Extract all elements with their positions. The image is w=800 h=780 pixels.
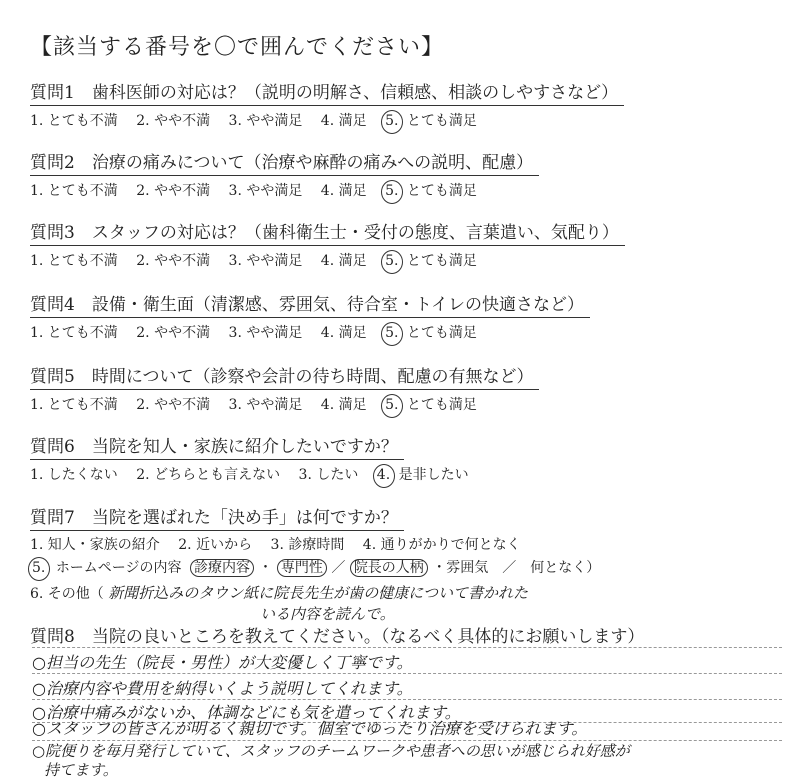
- question-2-heading: 質問2 治療の痛みについて（治療や麻酔の痛みへの説明、配慮）: [30, 148, 539, 176]
- option-1[interactable]: 1. とても不満: [30, 183, 118, 199]
- question-8: [30, 622, 790, 649]
- choice-shinryo-naiyo[interactable]: 診療内容: [190, 559, 254, 577]
- option-5-circled[interactable]: 5.: [385, 397, 399, 413]
- option-6-label: 6. その他（: [30, 586, 104, 602]
- question-6-options: [30, 464, 790, 484]
- option-3[interactable]: 3. やや満足: [228, 325, 303, 341]
- option-5-label: とても満足: [406, 253, 477, 269]
- option-4-label: 是非したい: [398, 467, 469, 483]
- option-5-circled[interactable]: 5.: [385, 325, 399, 341]
- question-7-line-4: [30, 603, 790, 624]
- answer-line-6[interactable]: 持てます。: [44, 761, 118, 779]
- option-3[interactable]: 3. したい: [298, 467, 359, 483]
- question-1-options: [30, 110, 790, 130]
- question-7-heading: 質問7 当院を選ばれた「決め手」は何ですか？: [30, 503, 404, 531]
- option-3[interactable]: 3. やや満足: [228, 397, 303, 413]
- option-4[interactable]: 4. 満足: [320, 325, 367, 341]
- option-2[interactable]: 2. やや不満: [136, 325, 211, 341]
- question-6: [30, 432, 790, 484]
- question-3-heading: 質問3 スタッフの対応は？（歯科衛生士・受付の態度、言葉遣い、気配り）: [30, 218, 625, 246]
- separator-slash: ／: [331, 560, 346, 576]
- option-2[interactable]: 2. やや不満: [136, 253, 211, 269]
- question-5: [30, 362, 790, 414]
- question-4-options: [30, 322, 790, 342]
- question-4: [30, 290, 790, 342]
- option-5-label: とても満足: [406, 183, 477, 199]
- question-7-line-1: [30, 534, 790, 554]
- option-1[interactable]: 1. 知人・家族の紹介: [30, 537, 160, 553]
- question-6-heading: 質問6 当院を知人・家族に紹介したいですか？: [30, 432, 404, 460]
- option-5-rest: ・雰囲気 ／ 何となく）: [432, 560, 601, 576]
- question-5-options: [30, 394, 790, 414]
- option-1[interactable]: 1. とても不満: [30, 397, 118, 413]
- option-1[interactable]: 1. したくない: [30, 467, 118, 483]
- option-3[interactable]: 3. やや満足: [228, 253, 303, 269]
- option-5-prefix: ホームページの内容: [55, 560, 182, 576]
- option-2[interactable]: 2. やや不満: [136, 397, 211, 413]
- option-4-circled[interactable]: 4.: [376, 467, 391, 483]
- answer-line-3[interactable]: ○治療中痛みがないか、体調などにも気を遣ってくれます。: [32, 703, 461, 722]
- separator-dot: ・: [258, 560, 273, 576]
- option-4[interactable]: 4. 通りがかりで何となく: [362, 537, 521, 553]
- option-2[interactable]: 2. 近いから: [178, 537, 253, 553]
- question-7-line-3: [30, 582, 790, 603]
- option-1[interactable]: 1. とても不満: [30, 253, 118, 269]
- option-6-handwritten-2[interactable]: いる内容を読んで。: [260, 605, 395, 623]
- question-5-heading: 質問5 時間について（診察や会計の待ち時間、配慮の有無など）: [30, 362, 539, 390]
- question-8-heading: 質問8 当院の良いところを教えてください。（なるべく具体的にお願いします）: [30, 627, 645, 647]
- answer-line-5[interactable]: ○院便りを毎月発行していて、スタッフのチームワークや患者への思いが感じられ好感が: [32, 742, 630, 760]
- option-2[interactable]: 2. どちらとも言えない: [136, 467, 281, 483]
- page-title: 【該当する番号を〇で囲んでください】: [30, 35, 445, 60]
- option-5-circled[interactable]: 5.: [385, 183, 399, 199]
- question-4-heading: 質問4 設備・衛生面（清潔感、雰囲気、待合室・トイレの快適さなど）: [30, 290, 590, 318]
- option-3[interactable]: 3. 診療時間: [270, 537, 345, 553]
- question-1-heading: 質問1 歯科医師の対応は？（説明の明解さ、信頼感、相談のしやすさなど）: [30, 78, 624, 106]
- choice-incho-hitogara[interactable]: 院長の人柄: [350, 559, 428, 577]
- option-4[interactable]: 4. 満足: [320, 253, 367, 269]
- answer-rule: [32, 647, 782, 648]
- question-3-options: [30, 250, 790, 270]
- option-5-label: とても満足: [406, 397, 477, 413]
- option-2[interactable]: 2. やや不満: [136, 113, 211, 129]
- answer-line-2[interactable]: ○治療内容や費用を納得いくよう説明してくれます。: [32, 679, 413, 698]
- question-7-line-2: [30, 557, 790, 577]
- option-4[interactable]: 4. 満足: [320, 397, 367, 413]
- question-2: [30, 148, 790, 200]
- question-7: [30, 503, 790, 624]
- option-5-circled[interactable]: 5.: [32, 560, 46, 576]
- option-1[interactable]: 1. とても不満: [30, 113, 118, 129]
- option-5-circled[interactable]: 5.: [385, 253, 399, 269]
- option-6-handwritten-1[interactable]: 新聞折込みのタウン紙に院長先生が歯の健康について書かれた: [108, 584, 528, 602]
- option-5-label: とても満足: [406, 113, 477, 129]
- question-1: [30, 78, 790, 130]
- choice-senmonsei[interactable]: 専門性: [277, 559, 327, 577]
- option-2[interactable]: 2. やや不満: [136, 183, 211, 199]
- answer-rule: [32, 673, 782, 674]
- option-4[interactable]: 4. 満足: [320, 183, 367, 199]
- question-2-options: [30, 180, 790, 200]
- option-3[interactable]: 3. やや満足: [228, 113, 303, 129]
- answer-line-4[interactable]: ○スタッフの皆さんが明るく親切です。個室でゆったり治療を受けられます。: [32, 719, 588, 738]
- question-3: [30, 218, 790, 270]
- option-5-circled[interactable]: 5.: [385, 113, 399, 129]
- answer-line-1[interactable]: ○担当の先生（院長・男性）が大変優しく丁寧です。: [32, 653, 413, 672]
- option-1[interactable]: 1. とても不満: [30, 325, 118, 341]
- option-3[interactable]: 3. やや満足: [228, 183, 303, 199]
- option-5-label: とても満足: [406, 325, 477, 341]
- option-4[interactable]: 4. 満足: [320, 113, 367, 129]
